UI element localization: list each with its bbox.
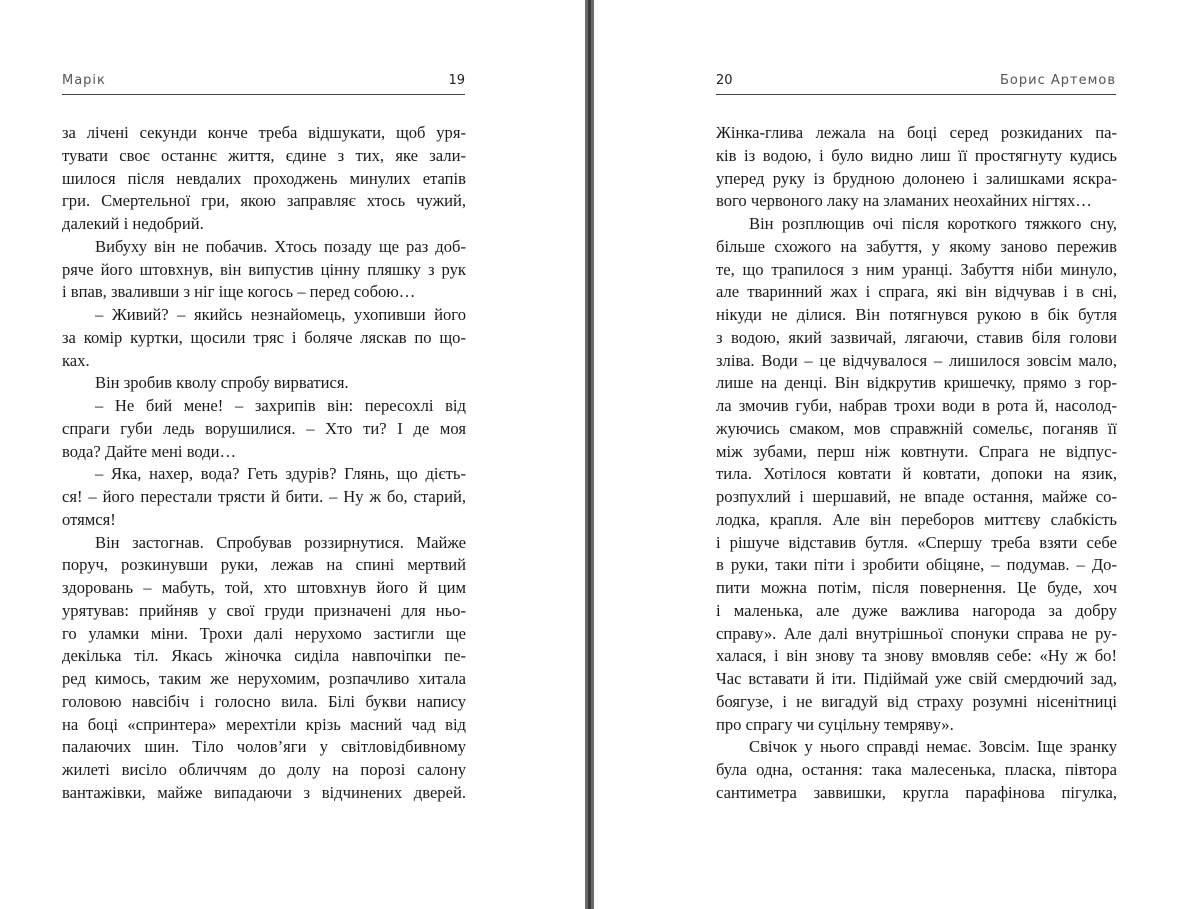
text-line: але тваринний жах і спрага, які він відчував і в сні, [716, 282, 1117, 302]
text-line: пити можна потім, після повернення. Це буде, хоч [716, 578, 1117, 597]
text-line: ла змочив губи, набрав трохи води в рота й, насолод- [716, 396, 1117, 415]
left-page [0, 0, 585, 909]
text-line: більше схожого на забуття, у якому заново пережив [716, 236, 1117, 256]
text-line: Свічок у нього справді немає. Зовсім. Іще зранку [749, 737, 1117, 757]
text-line: лише на денці. Він відкрутив кришечку, прямо з гор- [716, 373, 1117, 393]
text-line: те, що трапилося з ним уранці. Забуття ніби минуло, [716, 259, 1117, 279]
text-line: – Яка, нахер, вода? Геть здурів? Глянь, що дієть- [95, 464, 466, 484]
text-line: ках. [62, 350, 90, 370]
text-line: між зубами, перш ніж ковтнути. Спрага не відпус- [716, 441, 1117, 461]
text-line: далекий і недобрий. [62, 214, 204, 233]
text-line: ся! – його перестали трясти й бити. – Ну ж бо, старий, [62, 487, 466, 506]
text-line: Він застогнав. Спробував роззирнутися. Майже [95, 532, 466, 552]
text-line: го уламки міни. Трохи далі нерухомо застигли ще [62, 623, 466, 643]
text-line: Жінка-глива лежала на боці серед розкиданих па- [716, 123, 1117, 142]
text-line: вода? Дайте мені води… [62, 441, 237, 461]
text-line: – Не бий мене! – захрипів він: пересохлі від [95, 396, 466, 415]
page-number: 19 [448, 73, 465, 88]
running-head-author: Борис Артемов [1000, 73, 1116, 88]
text-line: була одна, остання: така малесенька, пласка, півтора [716, 760, 1117, 779]
text-line: на боці «спринтера» мерехтіли крізь масний чад від [62, 714, 466, 734]
text-line: за комір куртки, щосили тряс і боляче ляскав по що- [62, 327, 466, 347]
text-line: спраги губи ледь ворушилися. – Хто ти? І де моя [62, 418, 466, 438]
page-number: 20 [716, 73, 733, 88]
text-line: розпухлий і шершавий, не впаде остання, майже со- [716, 487, 1117, 506]
text-line: ред кимось, таким же нерухомим, розпачливо хитала [62, 669, 466, 688]
left-page-text [62, 122, 466, 805]
text-line: вантажівки, майже випадаючи з відчинених дверей. [62, 782, 466, 802]
text-line: – Живий? – якийсь незнайомець, ухопивши його [95, 305, 466, 324]
text-line: Він розплющив очі після короткого тяжкого сну, [749, 214, 1117, 233]
right-page [594, 0, 1177, 909]
text-line: лодка, крапля. Але він переборов миттєву слабкість [716, 509, 1117, 529]
text-line: ряче його штовхнув, він випустив цінну пляшку з рук [62, 259, 466, 279]
text-line: жилеті висіло обличчям до долу на порозі салону [62, 760, 466, 779]
text-line: тувати своє останнє життя, єдине з тих, яке зали- [62, 145, 466, 165]
text-line: в руки, таки піти і зробити обіцяне, – подумав. – До- [716, 555, 1117, 575]
text-line: і впав, зваливши з ніг іще когось – перед собою… [62, 282, 416, 302]
text-line: боягузе, і не вигадуй від страху розумні нісенітниці [716, 691, 1117, 711]
text-line: і маленька, але дуже важлива нагорода за добру [716, 600, 1117, 620]
text-line: справу». Але далі внутрішньої спонуки справа не ру- [716, 623, 1117, 643]
text-line: Вибуху він не побачив. Хтось позаду ще раз доб- [95, 236, 466, 256]
text-line: вого червоного лаку на зламаних неохайних нігтях… [716, 191, 1092, 211]
text-line: і рішуче відставив бутля. «Спершу треба взяти себе [716, 532, 1117, 552]
text-line: декілька тіл. Якась жіночка сиділа навпочіпки пе- [62, 646, 466, 666]
text-line: поруч, розкинувши руки, лежав на спині мертвий [62, 555, 466, 575]
running-head-title: Марік [62, 73, 106, 88]
text-line: нікуди не ділися. Він потягнувся рукою в бік бутля [716, 305, 1117, 324]
text-line: ків із водою, і було видно лиш її простягнуту кудись [716, 145, 1117, 165]
text-line: палаючих шин. Тіло чолов’яги у світловідбивному [62, 737, 466, 757]
text-line: отямся! [62, 509, 116, 529]
book-spine [585, 0, 594, 909]
spine-shadow [588, 0, 591, 909]
text-line: тила. Хотілося ковтати й ковтати, допоки на язик, [716, 464, 1117, 484]
text-line: головою навсібіч і голосно вила. Білі букви напису [62, 691, 466, 711]
text-line: сантиметра заввишки, кругла парафінова пігулка, [716, 782, 1117, 802]
text-line: Він зробив кволу спробу вирватися. [95, 373, 349, 393]
left-page-header [62, 72, 465, 95]
text-line: з водою, який зазвичай, лягаючи, ставив біля голови [716, 327, 1117, 347]
text-line: Час вставати й іти. Підіймай уже свій смердючий зад, [716, 669, 1117, 688]
text-line: за лічені секунди конче треба відшукати, щоб уря- [62, 123, 466, 142]
text-line: шилося після невдалих проходжень минулих етапів [62, 168, 466, 188]
text-line: жуючись смаком, мов справжній сомельє, поганяв її [716, 418, 1117, 438]
text-line: здоровань – мабуть, той, хто штовхнув його й цим [62, 578, 466, 597]
text-line: урятував: прийняв у свої груди призначені для ньо- [62, 600, 466, 620]
text-line: уперед руку із брудною долонею і залишками яскра- [716, 168, 1117, 188]
right-page-header [716, 72, 1116, 95]
text-line: про спрагу чи суцільну темряву». [716, 714, 954, 734]
text-line: халася, і він знову та знову вмовляв себе: «Ну ж бо! [716, 646, 1117, 666]
text-line: зліва. Води – це відчувалося – лишилося зовсім мало, [716, 350, 1117, 370]
text-line: гри. Смертельної гри, якою заправляє хтось чужий, [62, 191, 466, 211]
right-page-text [716, 122, 1117, 805]
